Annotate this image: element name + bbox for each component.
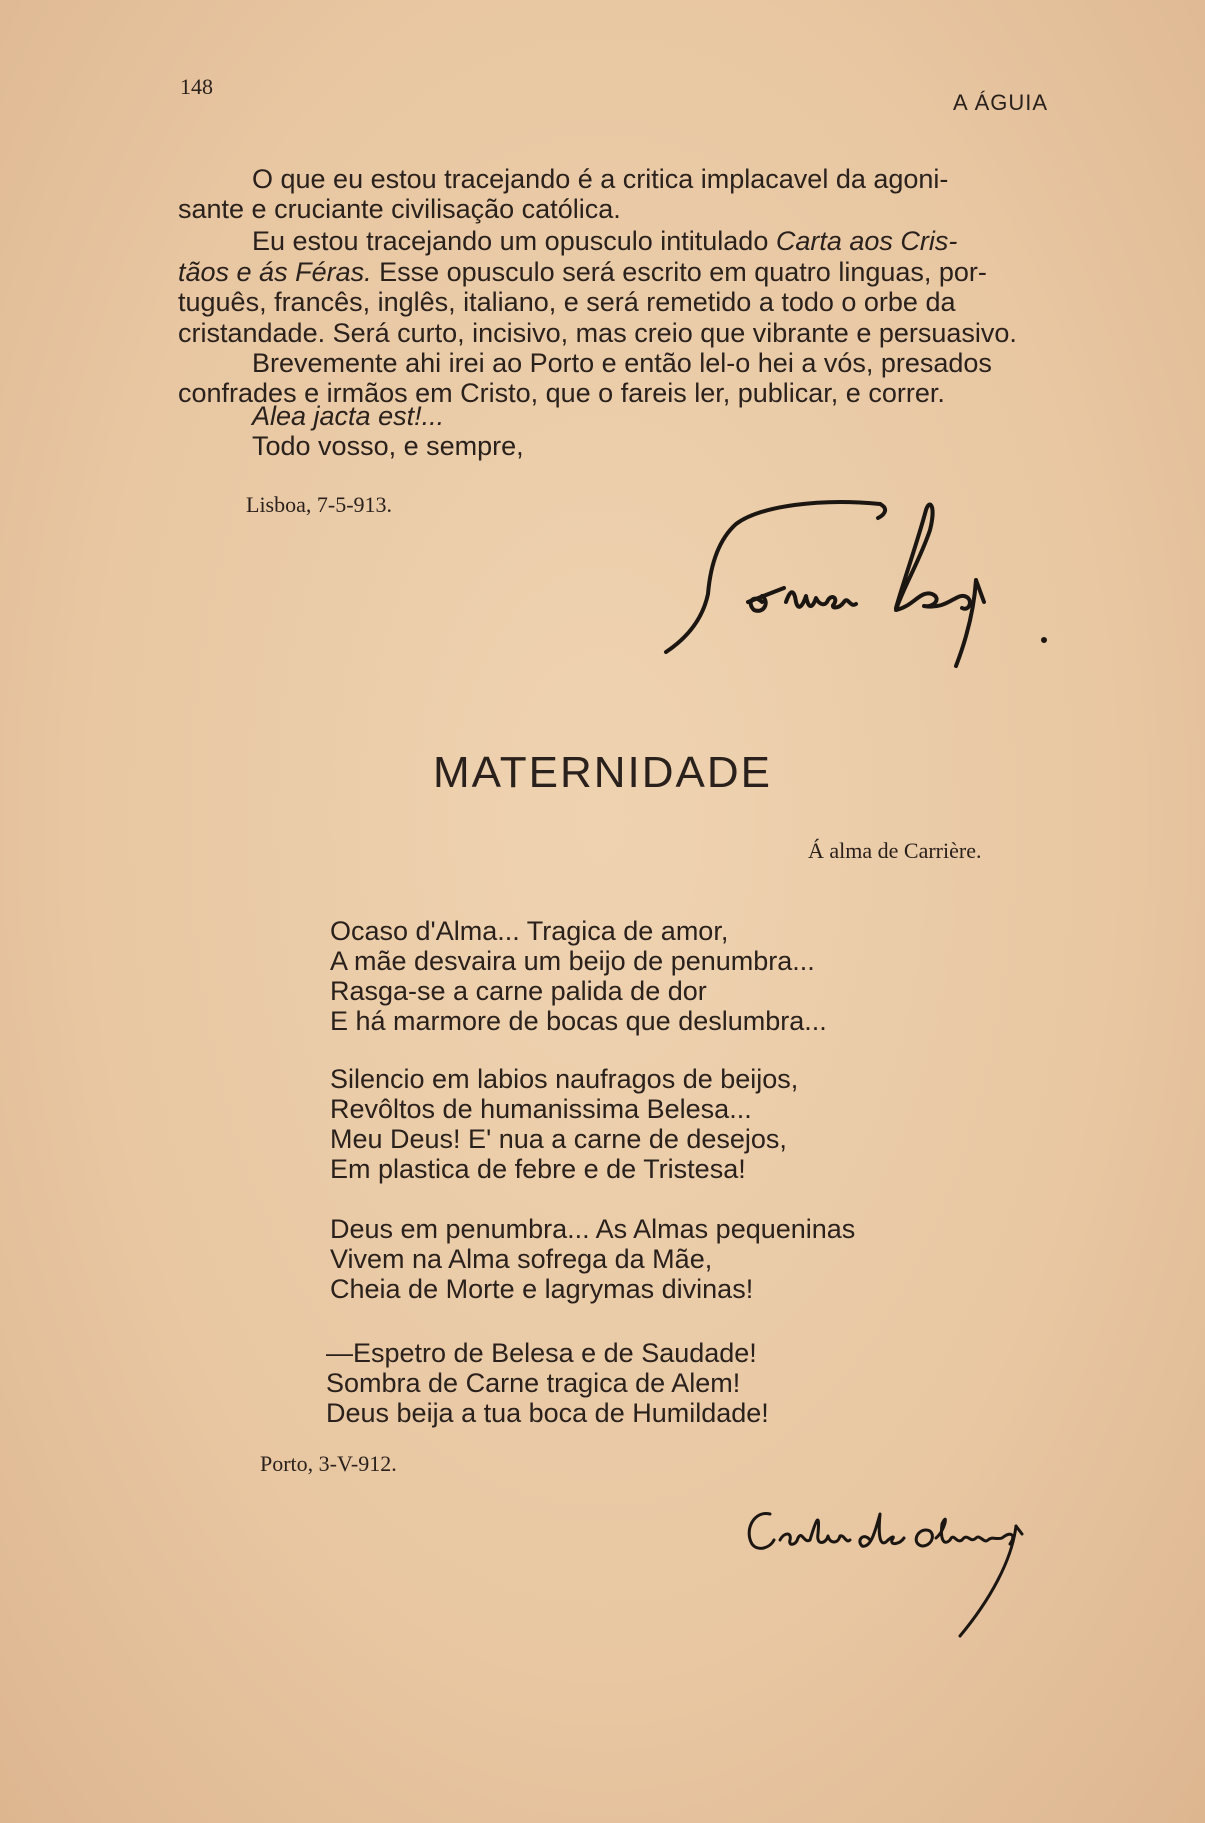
letter-line: sante e cruciante civilisação católica.: [178, 194, 621, 224]
letter-closing: Todo vosso, e sempre,: [252, 431, 524, 461]
signature-gomes-leal: [650, 490, 1070, 680]
poem-line: Rasga-se a carne palida de dor: [330, 976, 707, 1006]
book-title-fragment: Carta aos Cris-: [775, 226, 958, 256]
letter-line-text: Eu estou tracejando um opusculo intitulado Carta aos Cris-: [252, 226, 958, 256]
poem-line: E há marmore de bocas que deslumbra...: [330, 1006, 827, 1036]
poem-stanza-2: [330, 1064, 798, 1184]
letter-line-text: tãos e ás Féras. Esse opusculo será escrito em quatro linguas, por-: [178, 257, 987, 287]
page-number: 148: [180, 74, 213, 99]
letter-line: tuguês, francês, inglês, italiano, e será remetido a todo o orbe da: [178, 287, 956, 317]
poem-line: Revôltos de humanissima Belesa...: [330, 1094, 752, 1124]
poem-line: Cheia de Morte e lagrymas divinas!: [330, 1274, 754, 1304]
book-title-fragment: tãos e ás Féras.: [178, 257, 372, 287]
poem-line: Vivem na Alma sofrega da Mãe,: [330, 1244, 713, 1274]
poem-line: Em plastica de febre e de Tristesa!: [330, 1154, 746, 1184]
letter-line: [178, 257, 987, 287]
poem-stanza-4: [326, 1338, 769, 1428]
running-header: A ÁGUIA: [953, 90, 1049, 115]
poem-line: Deus beija a tua boca de Humildade!: [326, 1398, 769, 1428]
letter-line: O que eu estou tracejando é a critica implacavel da agoni-: [252, 164, 949, 194]
poem-line: A mãe desvaira um beijo de penumbra...: [330, 946, 815, 976]
poem-stanza-1: [330, 916, 827, 1036]
poem-dedication: Á alma de Carrière.: [808, 838, 982, 863]
poem-place-date: Porto, 3-V-912.: [260, 1451, 397, 1476]
poem-line: Meu Deus! E' nua a carne de desejos,: [330, 1124, 787, 1154]
letter-line: confrades e irmãos em Cristo, que o fareis ler, publicar, e correr.: [178, 378, 945, 408]
poem-line: Ocaso d'Alma... Tragica de amor,: [330, 916, 729, 946]
letter-place-date: Lisboa, 7-5-913.: [246, 492, 393, 517]
latin-phrase: Alea jacta est!...: [252, 401, 445, 431]
signature-carlos-de-oliveira: [740, 1500, 1060, 1640]
poem-line: Deus em penumbra... As Almas pequeninas: [330, 1214, 856, 1244]
letter-line: cristandade. Será curto, incisivo, mas creio que vibrante e persuasivo.: [178, 318, 1017, 348]
poem-stanza-3: [330, 1214, 855, 1304]
poem-line: —Espetro de Belesa e de Saudade!: [326, 1338, 757, 1368]
letter-line: Brevemente ahi irei ao Porto e então lel-o hei a vós, presados: [252, 348, 992, 378]
letter-line: [252, 226, 957, 256]
poem-line: Sombra de Carne tragica de Alem!: [326, 1368, 741, 1398]
poem-title: MATERNIDADE: [433, 748, 772, 797]
poem-line: Silencio em labios naufragos de beijos,: [330, 1064, 799, 1094]
